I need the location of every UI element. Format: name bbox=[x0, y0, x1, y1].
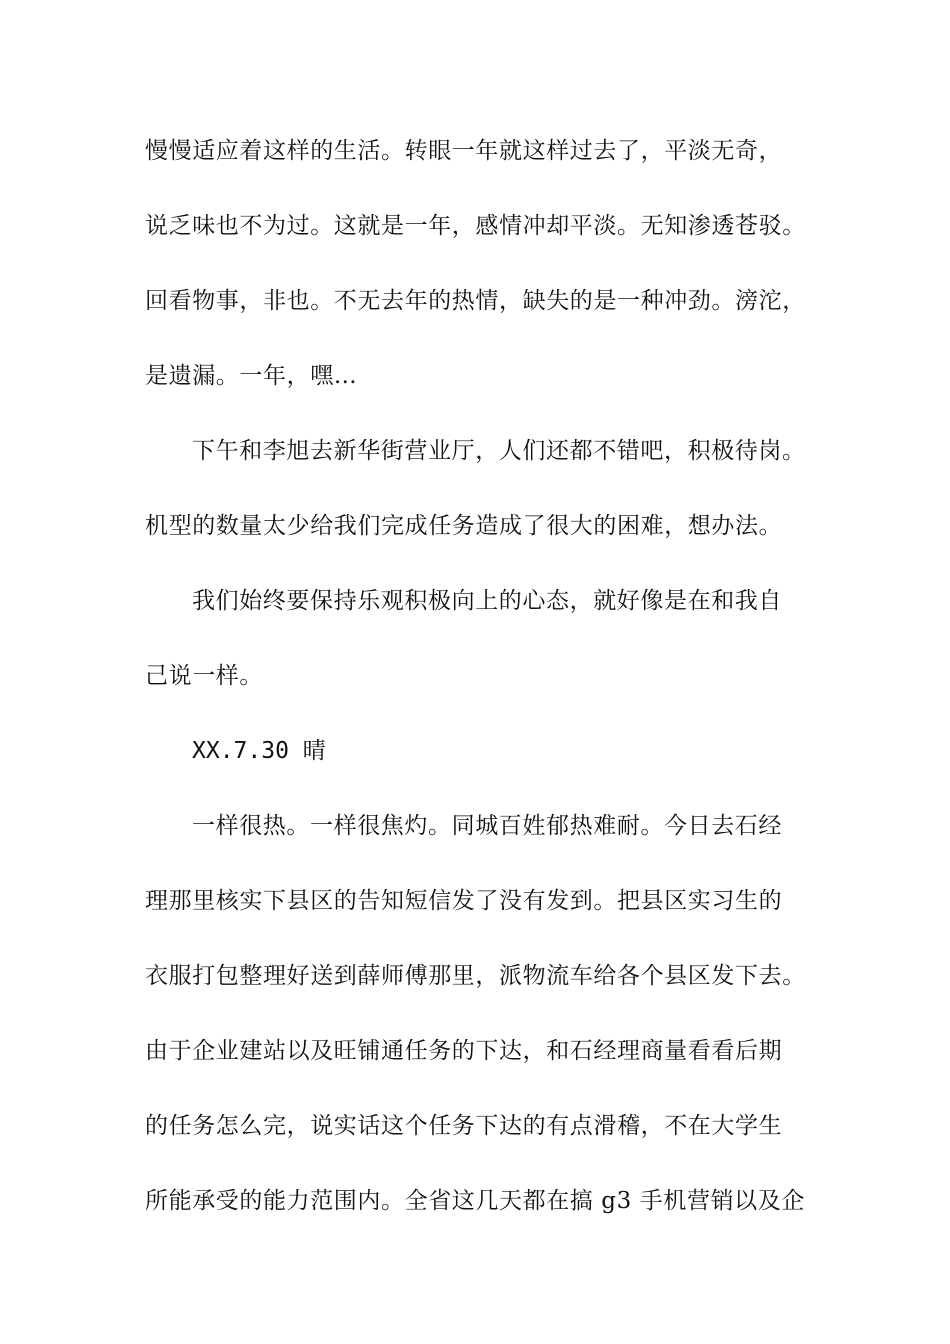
text-line-3: 回看物事，非也。不无去年的热情，缺失的是一种冲劲。滂沱， bbox=[145, 288, 806, 314]
text-line-13: 由于企业建站以及旺铺通任务的下达，和石经理商量看看后期 bbox=[145, 1038, 783, 1064]
text-line-12: 衣服打包整理好送到薛师傅那里，派物流车给各个县区发下去。 bbox=[145, 963, 806, 989]
paragraph-start-line: 我们始终要保持乐观积极向上的心态，就好像是在和我自 bbox=[192, 588, 782, 614]
text-line-4: 是遗漏。一年，嘿… bbox=[145, 363, 358, 389]
text-line-15: 所能承受的能力范围内。全省这几天都在搞 g3 手机营销以及企 bbox=[145, 1188, 805, 1214]
text-line-8: 己说一样。 bbox=[145, 663, 263, 689]
text-line-6: 机型的数量太少给我们完成任务造成了很大的困难，想办法。 bbox=[145, 513, 783, 539]
paragraph-start-line: 下午和李旭去新华街营业厅，人们还都不错吧，积极待岗。 bbox=[192, 438, 806, 464]
text-line-1: 慢慢适应着这样的生活。转眼一年就这样过去了，平淡无奇， bbox=[145, 138, 783, 164]
text-line-14: 的任务怎么完，说实话这个任务下达的有点滑稽，不在大学生 bbox=[145, 1113, 783, 1139]
text-line-11: 理那里核实下县区的告知短信发了没有发到。把县区实习生的 bbox=[145, 888, 783, 914]
diary-date-heading: XX.7.30 晴 bbox=[192, 738, 326, 764]
text-line-2: 说乏味也不为过。这就是一年，感情冲却平淡。无知渗透苍驳。 bbox=[145, 213, 806, 239]
paragraph-start-line: 一样很热。一样很焦灼。同城百姓郁热难耐。今日去石经 bbox=[192, 813, 782, 839]
